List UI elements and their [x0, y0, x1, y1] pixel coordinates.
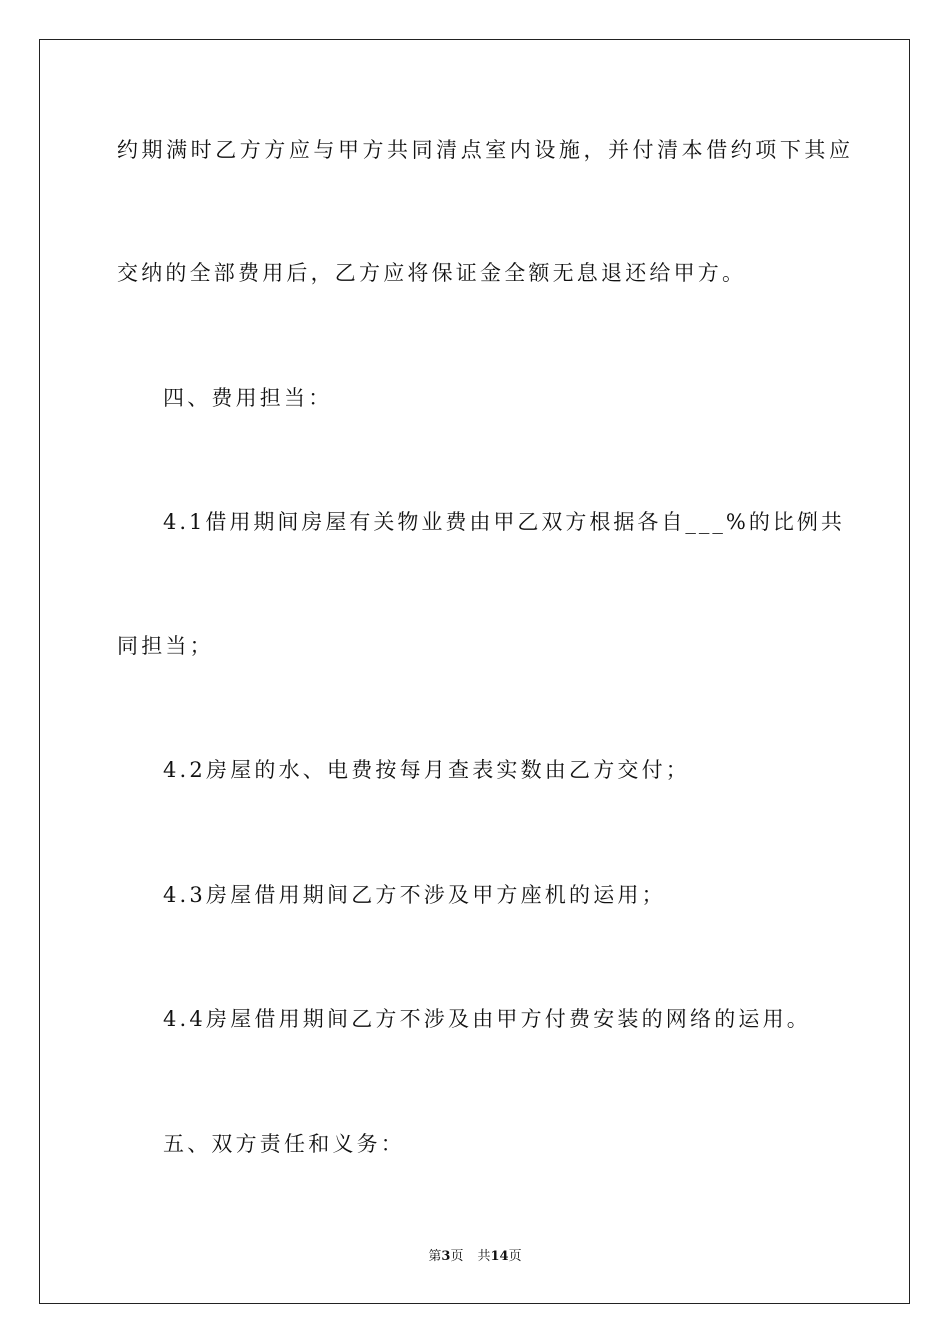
- clause-4-1-line-2: 同担当；: [117, 634, 214, 658]
- page-suffix: 页: [450, 1249, 464, 1264]
- page-prefix: 第: [428, 1249, 442, 1264]
- paragraph-line-2: 交纳的全部费用后，乙方应将保证金全额无息退还给甲方。: [117, 261, 747, 285]
- section-heading-fees: 四、费用担当：: [163, 386, 333, 410]
- page-border: [39, 39, 910, 1304]
- total-page-number: 14: [490, 1249, 509, 1264]
- clause-4-4: 4.4房屋借用期间乙方不涉及由甲方付费安装的网络的运用。: [163, 1007, 811, 1031]
- total-suffix: 页: [508, 1249, 522, 1264]
- clause-4-3: 4.3房屋借用期间乙方不涉及甲方座机的运用；: [163, 883, 666, 907]
- section-heading-responsibilities: 五、双方责任和义务：: [163, 1132, 405, 1156]
- clause-4-1-line-1: 4.1借用期间房屋有关物业费由甲乙双方根据各自___%的比例共: [163, 510, 845, 534]
- current-page-number: 3: [441, 1249, 451, 1264]
- clause-4-2: 4.2房屋的水、电费按每月查表实数由乙方交付；: [163, 758, 690, 782]
- page-footer: [0, 1248, 950, 1266]
- total-prefix: 共: [477, 1249, 491, 1264]
- paragraph-line-1: 约期满时乙方方应与甲方共同清点室内设施，并付清本借约项下其应: [117, 138, 854, 162]
